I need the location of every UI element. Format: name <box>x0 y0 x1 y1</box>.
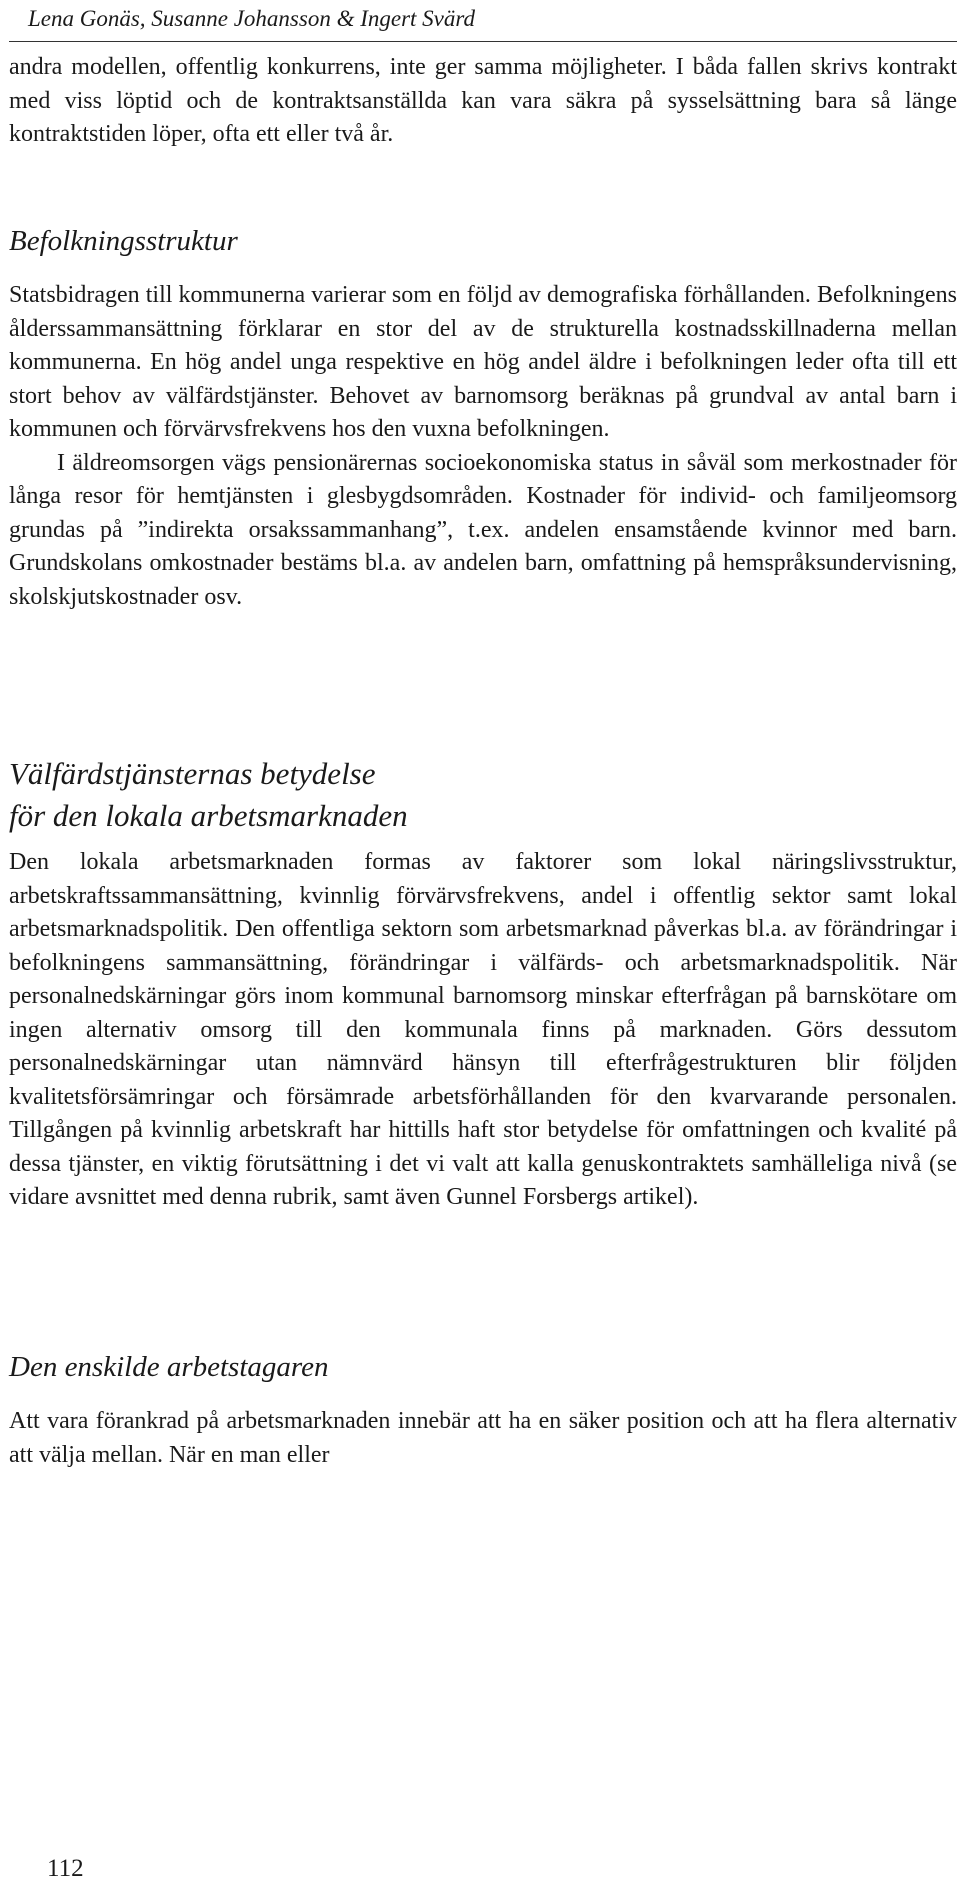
body-paragraph: Att vara förankrad på arbetsmarknaden innebär att ha en säker position och att ha flera alternativ att välja mellan. När en man eller <box>9 1408 957 1468</box>
header-rule <box>9 41 957 42</box>
section-valfard-body <box>9 846 957 1215</box>
running-head: Lena Gonäs, Susanne Johansson & Ingert Svärd <box>28 6 475 31</box>
body-paragraph: Statsbidragen till kommunerna varierar som en följd av demografiska förhållanden. Befolkningens ålderssammansättning förklarar en stor del av de strukturella kostnadsskillnaderna mellan kommunerna. En hög andel unga respektive en hög andel äldre i befolkningen leder ofta till ett stort behov av välfärdstjänster. Behovet av barnomsorg beräknas på grundval av antal barn i kommunen och förvärvsfrekvens hos den vuxna befolkningen. <box>9 282 957 442</box>
section-arbetstagaren-body <box>9 1405 957 1472</box>
section-arbetstagaren <box>9 1346 957 1388</box>
section-heading-line-1: Välfärdstjänsternas betydelse <box>9 756 376 791</box>
body-paragraph: andra modellen, offentlig konkurrens, inte ger samma möjligheter. I båda fallen skrivs kontrakt med viss löptid och de kontraktsanställda kan vara säkra på sysselsättning bara så länge kontraktstiden löper, ofta ett eller två år. <box>9 54 957 147</box>
page-number: 112 <box>47 1855 84 1882</box>
section-heading: Befolkningsstruktur <box>9 225 238 257</box>
opening-block <box>9 51 957 152</box>
body-paragraph: I äldreomsorgen vägs pensionärernas socioekonomiska status in såväl som merkostnader för långa resor för hemtjänsten i glesbygdsområden. Kostnader för individ- och familjeomsorg grundas på ”indirekta orsakssammanhang”, t.ex. andelen ensamstående kvinnor med barn. Grundskolans omkostnader bestäms bl.a. av andelen barn, omfattning på hemspråksundervisning, skolskjutskostnader osv. <box>9 449 957 610</box>
section-heading-line-2: för den lokala arbetsmarknaden <box>9 798 408 833</box>
section-valfard <box>9 753 957 837</box>
section-befolkningsstruktur <box>9 220 957 262</box>
section-heading: Den enskilde arbetstagaren <box>9 1351 329 1383</box>
section-befolkningsstruktur-body <box>9 279 957 614</box>
body-paragraph: Den lokala arbetsmarknaden formas av faktorer som lokal näringslivsstruktur, arbetskraftssammansättning, kvinnlig förvärvsfrekvens, andel i offentlig sektor samt lokal arbetsmarknadspolitik. Den offentliga sektorn som arbetsmarknad påverkas bl.a. av förändringar i befolkningens sammansättning, förändringar i välfärds- och arbetsmarknadspolitik. När personalnedskärningar görs inom kommunal barnomsorg minskar efterfrågan på barnskötare om ingen alternativ omsorg till den kommunala finns på marknaden. Görs dessutom personalnedskärningar utan nämnvärd hänsyn till efterfrågestrukturen blir följden kvalitetsförsämringar och försämrade arbetsförhållanden för den kvarvarande personalen. Tillgången på kvinnlig arbetskraft har hittills haft stor betydelse för omfattningen och kvalité på dessa tjänster, en viktig förutsättning i det vi valt att kalla genuskontraktets samhälleliga nivå (se vidare avsnittet med denna rubrik, samt även Gunnel Forsbergs artikel). <box>9 849 957 1210</box>
